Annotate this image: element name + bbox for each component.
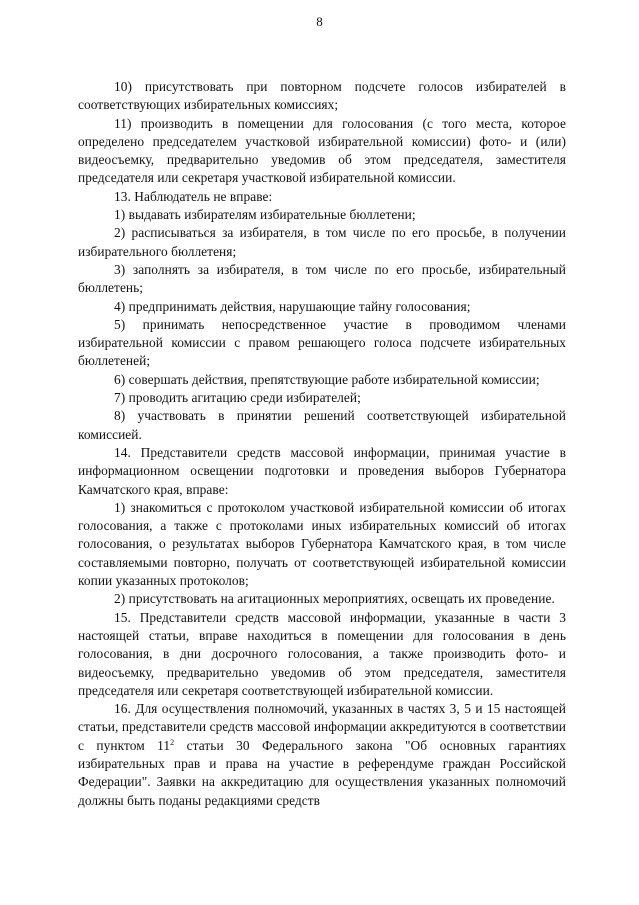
paragraph-13-heading: 13. Наблюдатель не вправе: [114,188,273,204]
paragraph-13-item-6: 6) совершать действия, препятствующие работе избирательной комиссии; [114,371,540,387]
paragraph-13-item-7: 7) проводить агитацию среди избирателей; [114,390,361,406]
paragraph-observer-right-11: 11) производить в помещении для голосования (с того места, которое определено председателем участковой избирательной комиссии) фото- и (или) видеосъемку, предварительно уведомив об этом председателя, заместителя председателя или секретаря участковой избирательной комиссии. [78,115,566,186]
page-number: 8 [316,14,323,29]
paragraph-13-item-4: 4) предпринимать действия, нарушающие тайну голосования; [114,298,471,314]
paragraph-14: 14. Представители средств массовой информации, принимая участие в информационном освещении подготовки и проведения выборов Губернатора Камчатского края, вправе: [78,444,566,497]
paragraph-14-item-1: 1) знакомиться с протоколом участковой избирательной комиссии об итогах голосования, а также с протоколами иных избирательных комиссий об итогах голосования, о результатах выборов Губернатора Камчатского края, в том числе составляемыми повторно, получать от соответствующей избирательной комиссии копии указанных протоколов; [78,499,566,589]
paragraph-16 [78,700,566,810]
paragraph-13-item-5: 5) принимать непосредственное участие в проводимом членами избирательной комиссии с правом решающего голоса подсчете избирательных бюллетеней; [78,316,566,369]
paragraph-13-item-3: 3) заполнять за избирателя, в том числе по его просьбе, избирательный бюллетень; [78,261,566,296]
paragraph-14-item-2: 2) присутствовать на агитационных мероприятиях, освещать их проведение. [114,591,555,607]
paragraph-13-item-8: 8) участвовать в принятии решений соответствующей избирательной комиссией. [78,408,566,442]
paragraph-13-item-2: 2) расписываться за избирателя, в том числе по его просьбе, в получении избирательного бюллетеня; [78,225,566,259]
paragraph-13-item-1: 1) выдавать избирателям избирательные бюллетени; [114,207,416,223]
paragraph-16-superscript: 2 [170,737,175,747]
paragraph-observer-right-10: 10) присутствовать при повторном подсчете голосов избирателей в соответствующих избирательных комиссиях; [78,79,566,113]
document-body [78,78,566,810]
paragraph-15: 15. Представители средств массовой информации, указанные в части 3 настоящей статьи, вправе находиться в помещении для голосования в день голосования, в дни досрочного голосования, а также производить фото- и видеосъемку, предварительно уведомив об этом председателя, заместителя председателя или секретаря соответствующей избирательной комиссии. [78,609,566,698]
paragraph-16-text-start: 16. Для осуществления полномочий, указанных в частях 3, 5 и 15 настоящей статьи, представители средств массовой информации аккредитуются в соответствии с пунктом 11 [78,701,566,753]
paragraph-16-text-end: статьи 30 Федерального закона "Об основных гарантиях избирательных прав и права на участие в референдуме граждан Российской Федерации". Заявки на аккредитацию для осуществления указанных полномочий должны быть поданы редакциями средств [78,737,566,808]
